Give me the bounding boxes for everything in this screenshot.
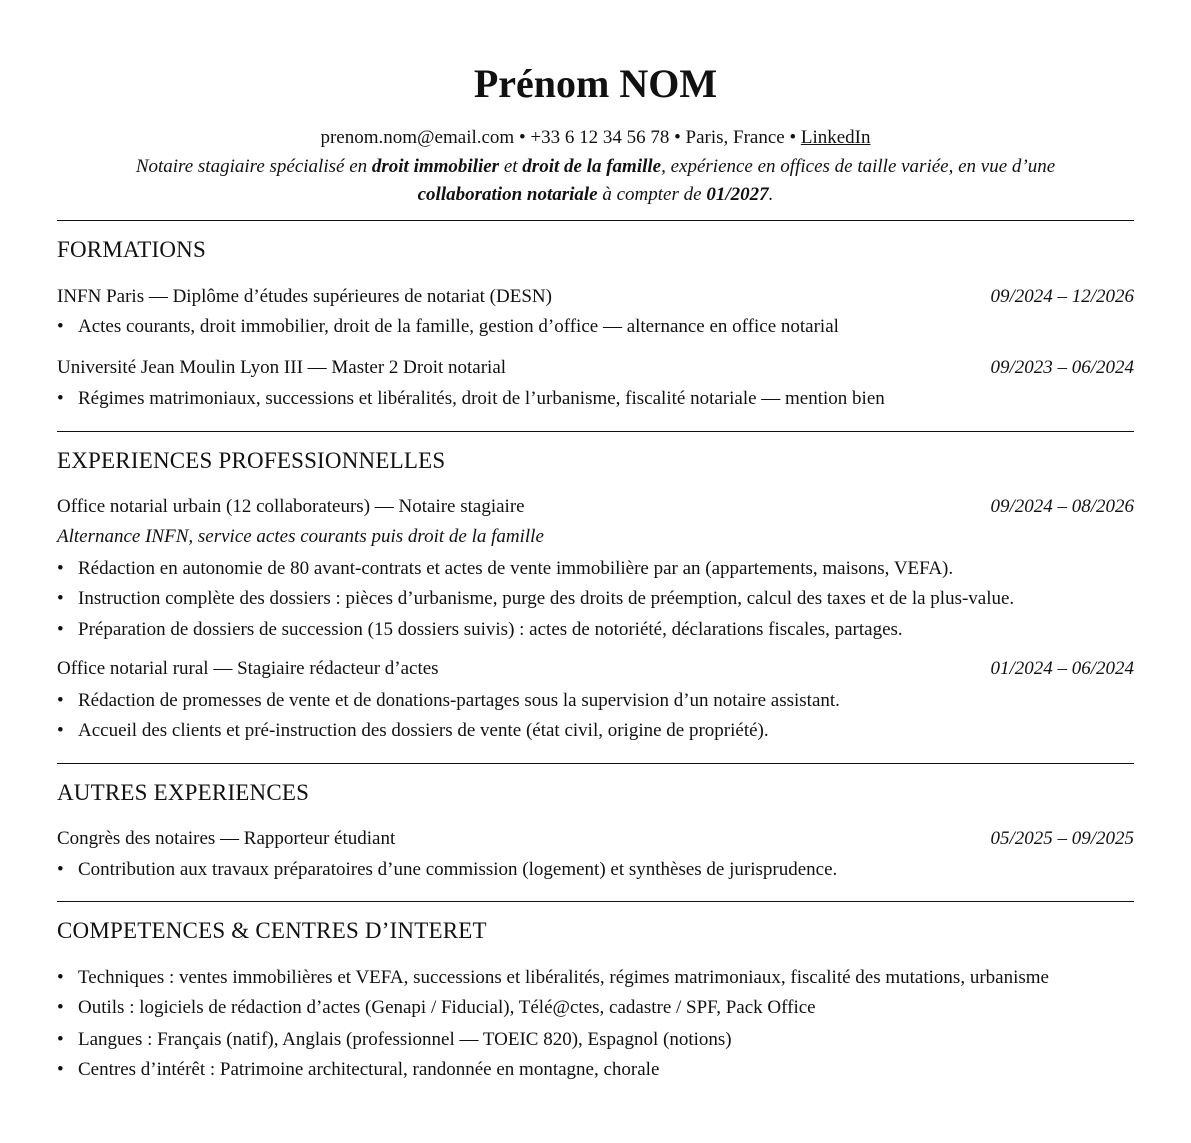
bullet-glyph: • (57, 720, 64, 741)
candidate-name: Prénom NOM (473, 61, 718, 106)
tagline-text: Notaire stagiaire spécialisé en (135, 156, 372, 177)
bullet-text: Rédaction en autonomie de 80 avant-contrats et actes de vente immobilière par an (appartements, maisons, VEFA). (78, 558, 954, 579)
entry-title: Office notarial rural — Stagiaire rédacteur d’actes (57, 658, 439, 679)
bullet-glyph: • (57, 967, 64, 988)
contact-location: Paris, France (685, 127, 785, 148)
bullet-glyph: • (57, 619, 64, 640)
bullet-text: Centres d’intérêt : Patrimoine architectural, randonnée en montagne, chorale (78, 1059, 660, 1080)
bullet-text: Techniques : ventes immobilières et VEFA, successions et libéralités, régimes matrimoniaux, fiscalité des mutations, urbanisme (78, 967, 1049, 988)
bullet-glyph: • (57, 316, 64, 337)
section-title-formations: FORMATIONS (57, 237, 206, 262)
bullet-glyph: • (57, 859, 64, 880)
profile-tagline (57, 153, 1134, 209)
bullet-text: Régimes matrimoniaux, successions et libéralités, droit de l’urbanisme, fiscalité notariale — mention bien (78, 388, 885, 409)
contact-separator: • (669, 127, 686, 148)
bullet-text: Instruction complète des dossiers : pièces d’urbanisme, purge des droits de préemption, calcul des taxes et de la plus-value. (78, 588, 1015, 609)
tagline-text: . (768, 184, 774, 205)
entry-date: 05/2025 – 09/2025 (990, 828, 1134, 849)
entry-title: Office notarial urbain (12 collaborateurs) — Notaire stagiaire (57, 496, 525, 517)
contact-email: prenom.nom@email.com (320, 127, 515, 148)
tagline-emphasis: droit immobilier (371, 156, 500, 177)
tagline-text: et (499, 156, 523, 177)
bullet-glyph: • (57, 588, 64, 609)
entry-date: 09/2024 – 12/2026 (990, 286, 1134, 307)
tagline-emphasis: droit de la famille (522, 156, 662, 177)
bullet-glyph: • (57, 690, 64, 711)
bullet-text: Accueil des clients et pré-instruction des dossiers de vente (état civil, origine de propriété). (78, 720, 769, 741)
section-divider (57, 431, 1134, 432)
section-title-experiences: EXPERIENCES PROFESSIONNELLES (57, 448, 446, 473)
section-divider (57, 901, 1134, 902)
bullet-text: Langues : Français (natif), Anglais (professionnel — TOEIC 820), Espagnol (notions) (78, 1029, 732, 1050)
bullet-text: Outils : logiciels de rédaction d’actes (Genapi / Fiducial), Télé@ctes, cadastre / SPF, Pack Office (78, 997, 816, 1018)
contact-separator: • (784, 127, 801, 148)
tagline-text: , expérience en offices de taille variée, en vue d’une (661, 156, 1056, 177)
bullet-glyph: • (57, 558, 64, 579)
section-divider (57, 763, 1134, 764)
entry-title: Congrès des notaires — Rapporteur étudiant (57, 828, 396, 849)
bullet-text: Préparation de dossiers de succession (15 dossiers suivis) : actes de notoriété, déclarations fiscales, partages. (78, 619, 903, 640)
entry-date: 09/2024 – 08/2026 (990, 496, 1134, 517)
tagline-emphasis: collaboration notariale (417, 184, 598, 205)
entry-date: 01/2024 – 06/2024 (990, 658, 1134, 679)
tagline-text: à compter de (597, 184, 707, 205)
section-title-autres: AUTRES EXPERIENCES (57, 780, 310, 805)
bullet-text: Contribution aux travaux préparatoires d’une commission (logement) et synthèses de jurisprudence. (78, 859, 838, 880)
entry-title: INFN Paris — Diplôme d’études supérieures de notariat (DESN) (57, 286, 552, 307)
contact-phone: +33 6 12 34 56 78 (530, 127, 670, 148)
bullet-glyph: • (57, 997, 64, 1018)
bullet-text: Rédaction de promesses de vente et de donations-partages sous la supervision d’un notaire assistant. (78, 690, 840, 711)
bullet-glyph: • (57, 1059, 64, 1080)
bullet-glyph: • (57, 1029, 64, 1050)
bullet-glyph: • (57, 388, 64, 409)
tagline-emphasis: 01/2027 (706, 184, 769, 205)
linkedin-link[interactable]: LinkedIn (800, 127, 871, 148)
contact-line (57, 125, 1134, 151)
entry-title: Université Jean Moulin Lyon III — Master 2 Droit notarial (57, 357, 507, 378)
bullet-text: Actes courants, droit immobilier, droit de la famille, gestion d’office — alternance en office notarial (78, 316, 839, 337)
entry-date: 09/2023 – 06/2024 (990, 357, 1134, 378)
contact-separator: • (514, 127, 531, 148)
entry-subtitle: Alternance INFN, service actes courants puis droit de la famille (57, 526, 544, 547)
section-title-competences: COMPETENCES & CENTRES D’INTERET (57, 918, 487, 943)
section-divider (57, 220, 1134, 221)
